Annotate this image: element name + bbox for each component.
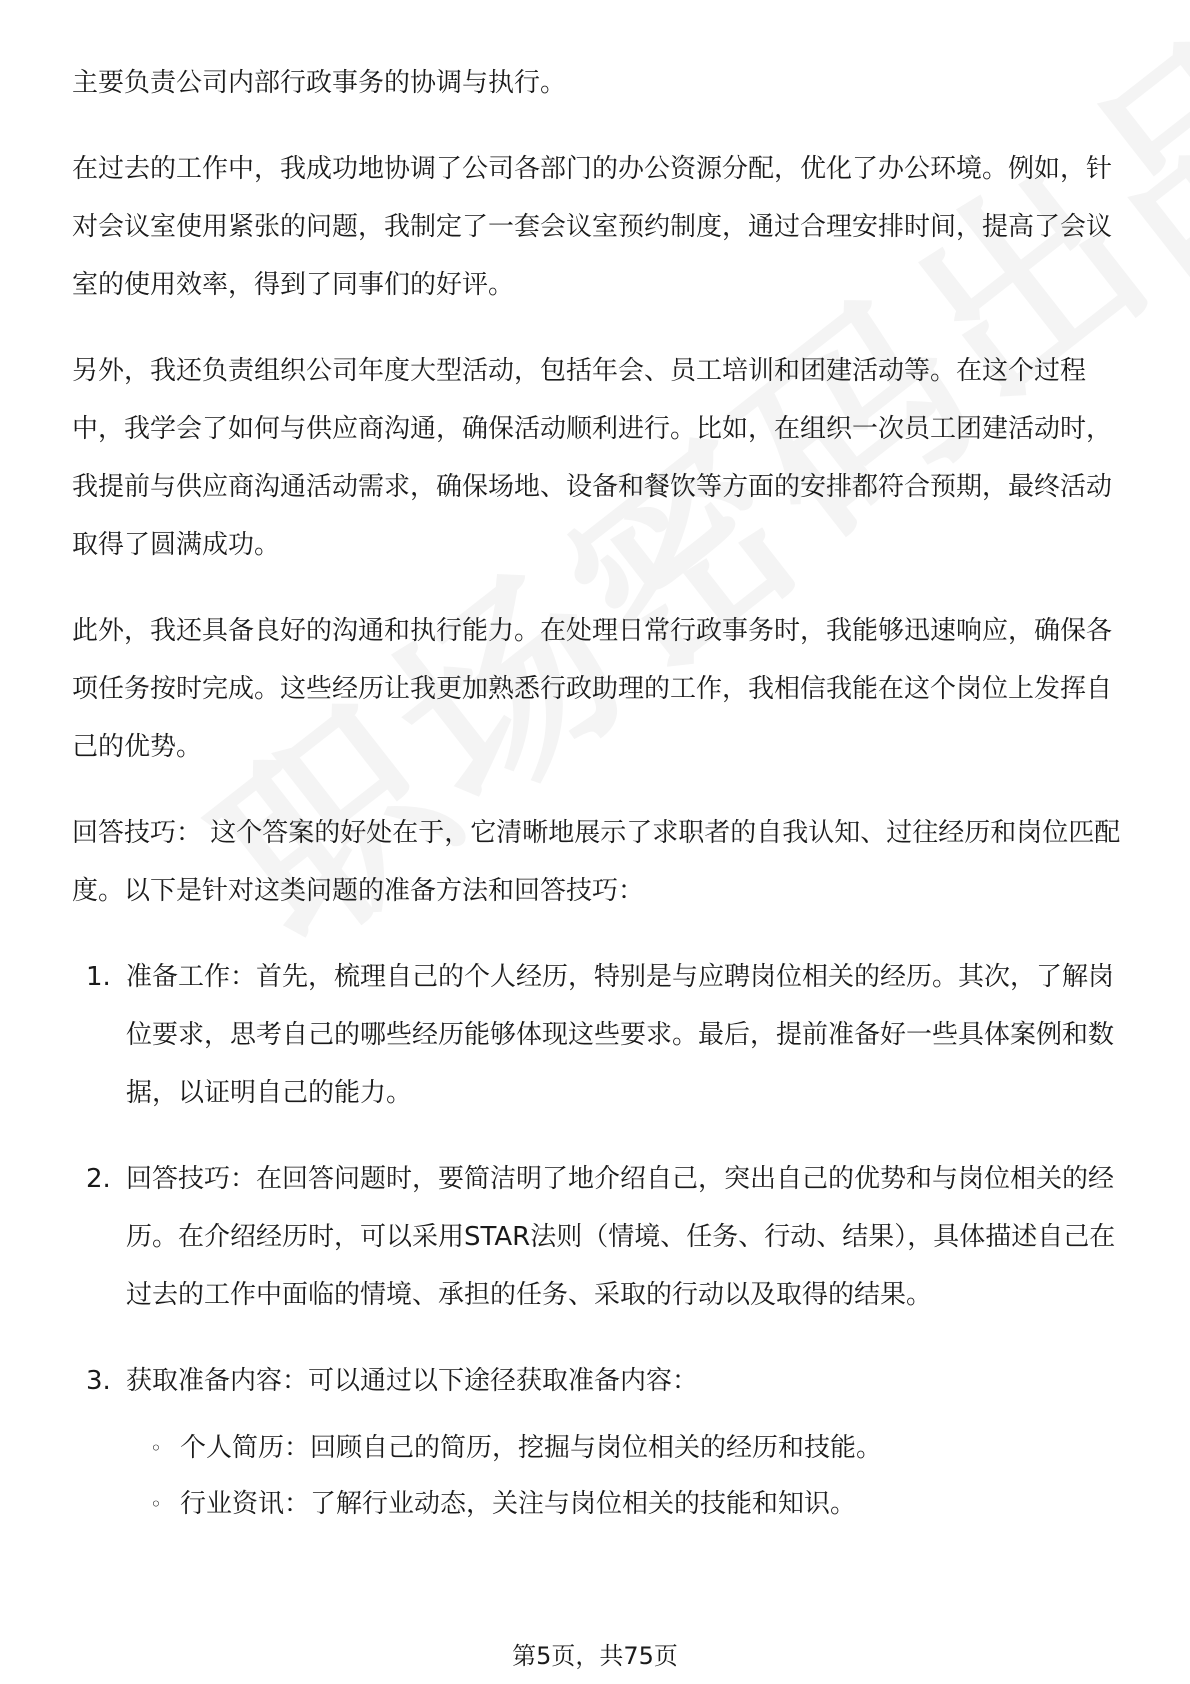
- bullet-icon: ◦: [150, 1492, 162, 1516]
- numbered-list: [72, 948, 1122, 1532]
- paragraph: 另外，我还负责组织公司年度大型活动，包括年会、员工培训和团建活动等。在这个过程中，我学会了如何与供应商沟通，确保活动顺利进行。比如，在组织一次员工团建活动时，我提前与供应商沟通活动需求，确保场地、设备和餐饮等方面的安排都符合预期，最终活动取得了圆满成功。: [72, 356, 1113, 560]
- bullet-list: [126, 1420, 1122, 1532]
- paragraph: 此外，我还具备良好的沟通和执行能力。在处理日常行政事务时，我能够迅速响应，确保各项任务按时完成。这些经历让我更加熟悉行政助理的工作，我相信我能在这个岗位上发挥自己的优势。: [72, 616, 1113, 762]
- bullet-item: [126, 1476, 1122, 1532]
- list-item: [72, 948, 1122, 1122]
- list-item-text: 准备工作：首先，梳理自己的个人经历，特别是与应聘岗位相关的经历。其次，了解岗位要求，思考自己的哪些经历能够体现这些要求。最后，提前准备好一些具体案例和数据，以证明自己的能力。: [126, 962, 1115, 1108]
- list-item-text: 回答技巧：在回答问题时，要简洁明了地介绍自己，突出自己的优势和与岗位相关的经历。在介绍经历时，可以采用STAR法则（情境、任务、行动、结果），具体描述自己在过去的工作中面临的情境、承担的任务、采取的行动以及取得的结果。: [126, 1164, 1116, 1310]
- bullet-icon: ◦: [150, 1436, 162, 1460]
- list-number: 3.: [86, 1366, 111, 1396]
- list-number: 1.: [86, 962, 111, 992]
- paragraph: 回答技巧： 这个答案的好处在于，它清晰地展示了求职者的自我认知、过往经历和岗位匹配度。以下是针对这类问题的准备方法和回答技巧：: [72, 818, 1121, 906]
- list-number: 2.: [86, 1164, 111, 1194]
- list-item-text: 获取准备内容：可以通过以下途径获取准备内容：: [126, 1366, 699, 1396]
- list-item: [72, 1150, 1122, 1324]
- paragraph: 主要负责公司内部行政事务的协调与执行。: [72, 68, 567, 98]
- bullet-item-text: 个人简历：回顾自己的简历，挖掘与岗位相关的经历和技能。: [180, 1433, 883, 1463]
- page-footer: 第5页，共75页: [512, 1642, 678, 1670]
- bullet-item-text: 行业资讯：了解行业动态，关注与岗位相关的技能和知识。: [180, 1489, 857, 1519]
- bullet-item: [126, 1420, 1122, 1476]
- paragraph: 在过去的工作中，我成功地协调了公司各部门的办公资源分配，优化了办公环境。例如，针对会议室使用紧张的问题，我制定了一套会议室预约制度，通过合理安排时间，提高了会议室的使用效率，得到了同事们的好评。: [72, 154, 1113, 300]
- list-item: [72, 1352, 1122, 1532]
- document-body: [72, 54, 1122, 1560]
